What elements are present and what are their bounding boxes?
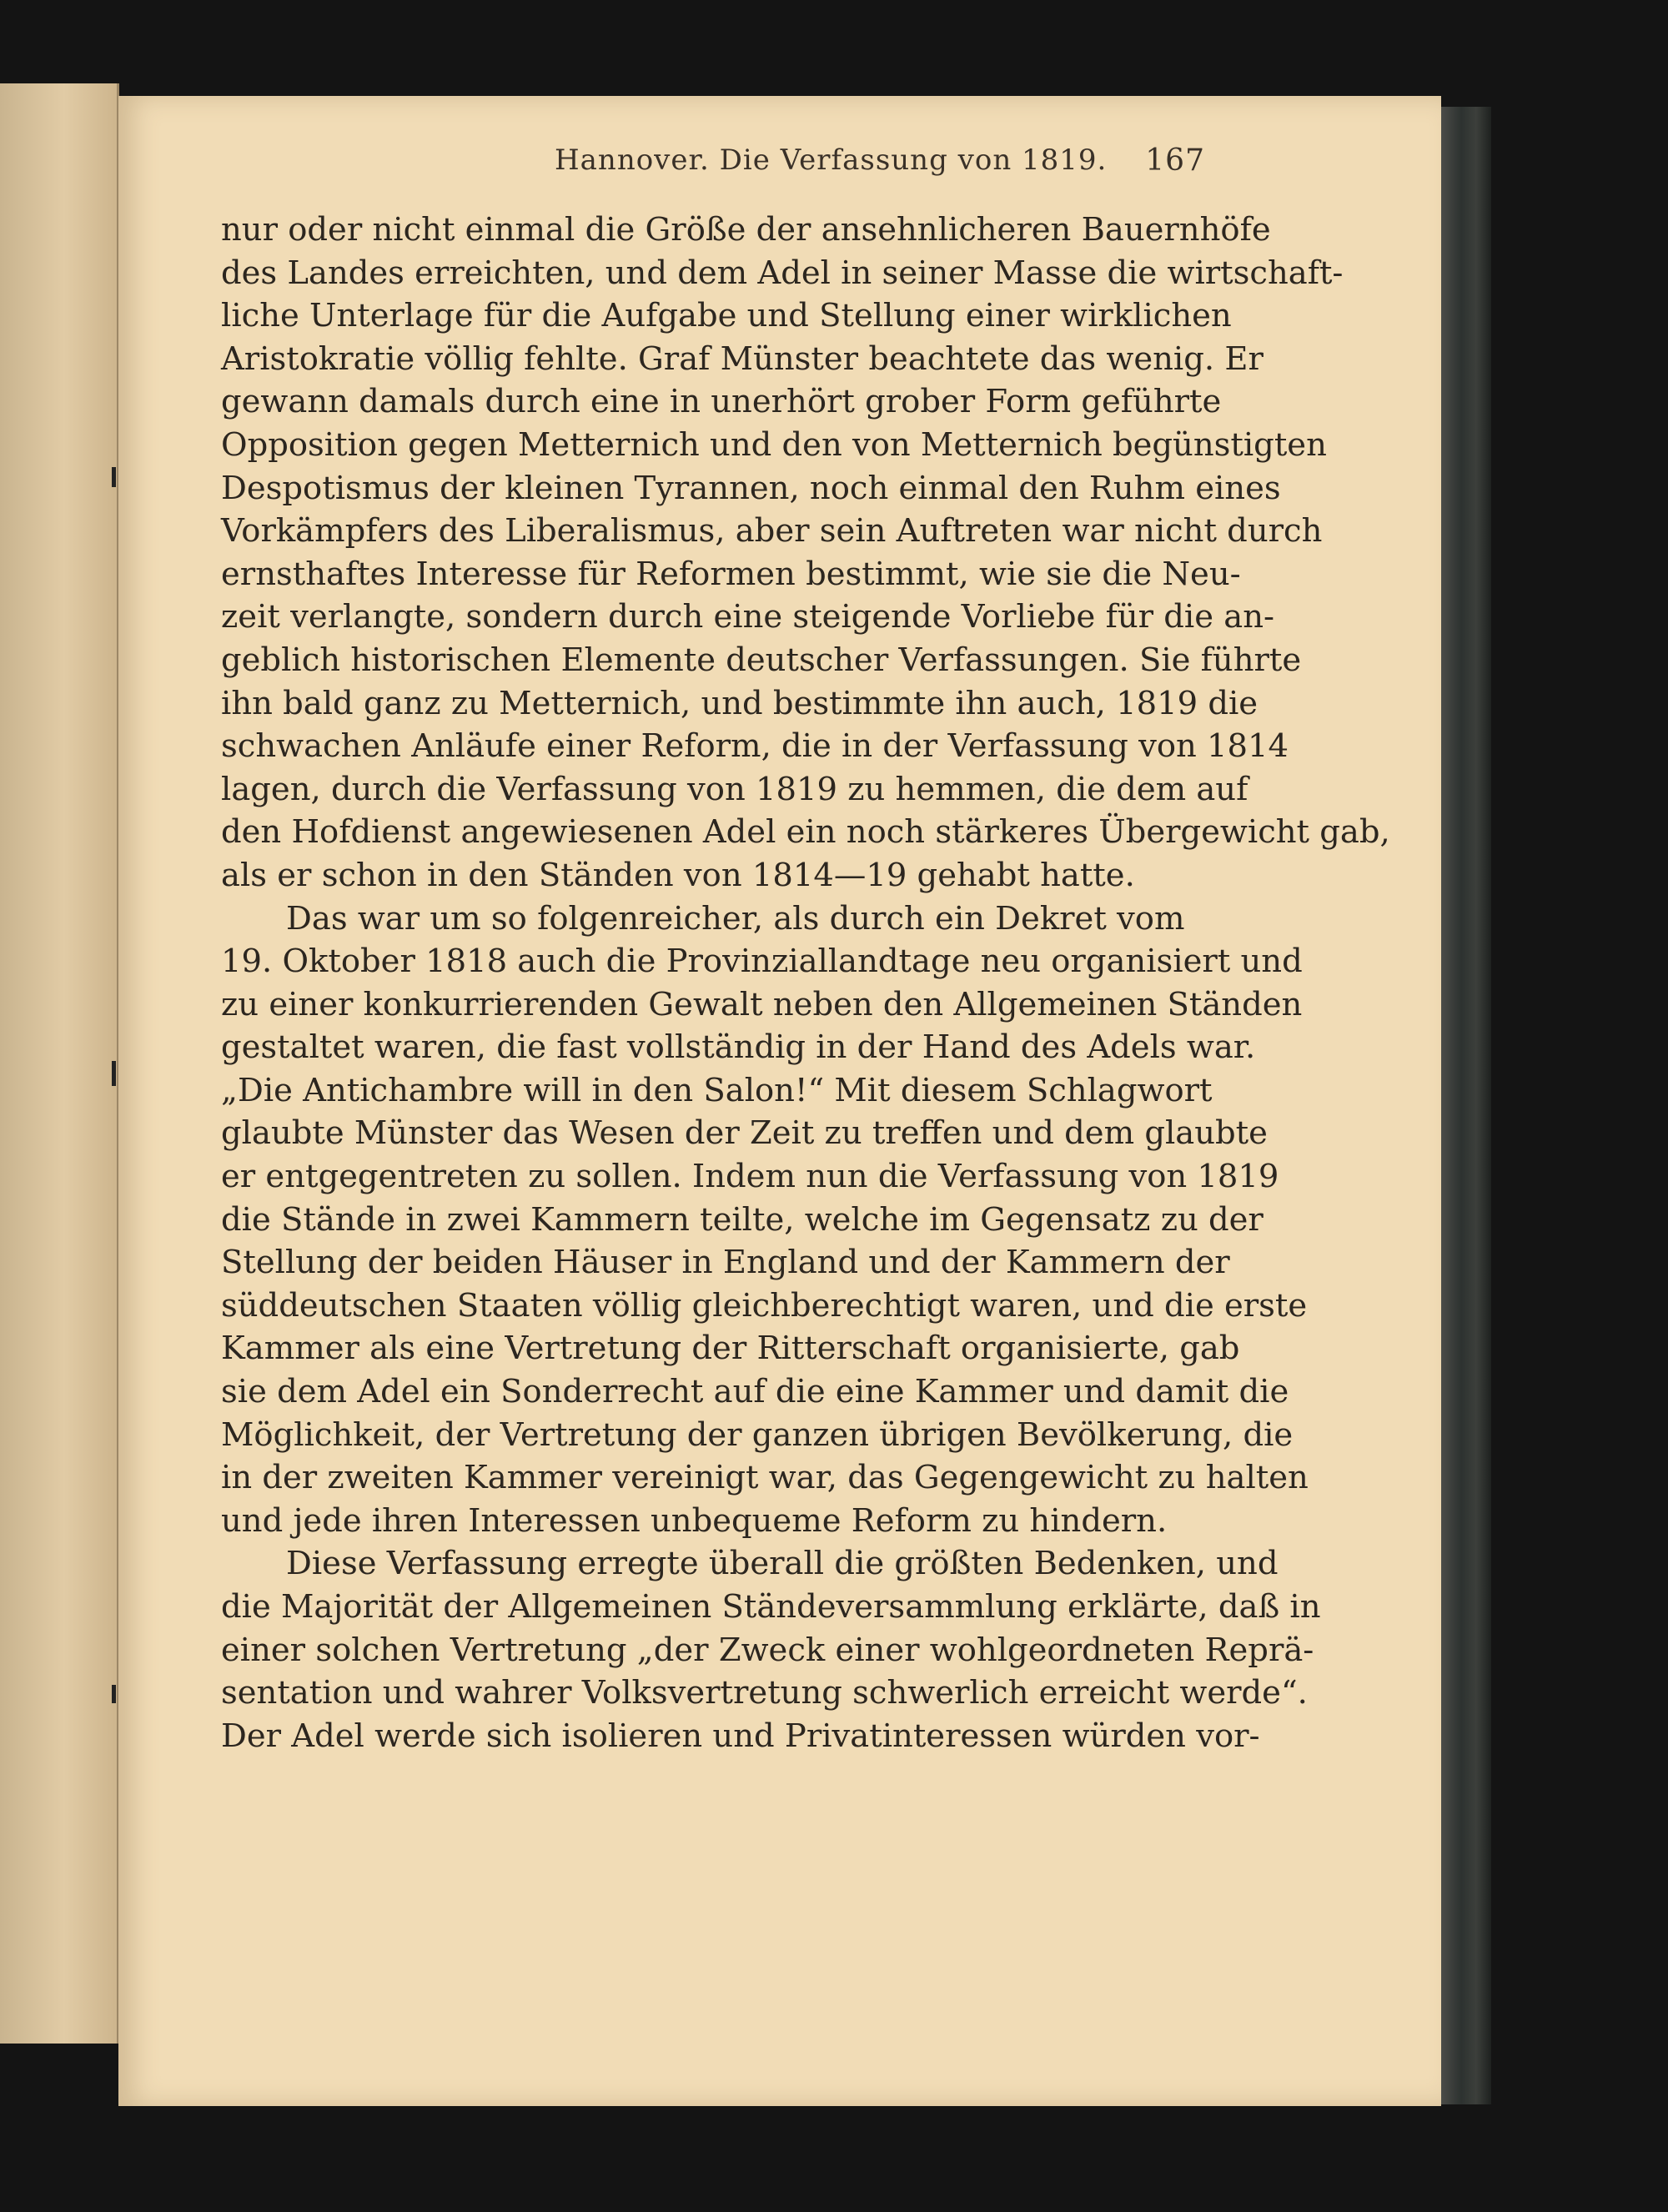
- text-line: des Landes erreichten, und dem Adel in seiner Masse die wirtschaft-: [221, 254, 1344, 292]
- text-line: schwachen Anläufe einer Reform, die in der Verfassung von 1814: [221, 727, 1289, 766]
- text-line: Möglichkeit, der Vertretung der ganzen übrigen Bevölkerung, die: [221, 1415, 1294, 1454]
- text-line: sie dem Adel ein Sonderrecht auf die eine Kammer und damit die: [221, 1373, 1289, 1411]
- text-line: Aristokratie völlig fehlte. Graf Münster beachtete das wenig. Er: [221, 339, 1264, 378]
- text-line: geblich historischen Elemente deutscher Verfassungen. Sie führte: [221, 641, 1302, 679]
- text-line: 19. Oktober 1818 auch die Provinziallandtage neu organisiert und: [221, 943, 1303, 981]
- page-mark: [112, 467, 116, 487]
- text-line: Kammer als eine Vertretung der Ritterschaft organisierte, gab: [221, 1330, 1240, 1368]
- page-mark: [112, 1685, 116, 1703]
- running-title: Hannover. Die Verfassung von 1819.: [555, 143, 1108, 177]
- text-line: lagen, durch die Verfassung von 1819 zu hemmen, die dem auf: [221, 770, 1248, 808]
- text-line: ernsthaftes Interesse für Reformen bestimmt, wie sie die Neu-: [221, 555, 1241, 593]
- text-line: Opposition gegen Metternich und den von Metternich begünstigten: [221, 425, 1327, 464]
- text-line: zu einer konkurrierenden Gewalt neben den Allgemeinen Ständen: [221, 985, 1303, 1023]
- text-line: „Die Antichambre will in den Salon!“ Mit diesem Schlagwort: [221, 1071, 1213, 1109]
- book-spine: [1441, 107, 1491, 2104]
- text-line: ihn bald ganz zu Metternich, und bestimmte ihn auch, 1819 die: [221, 684, 1259, 722]
- text-line: Diese Verfassung erregte überall die größten Bedenken, und: [286, 1545, 1279, 1583]
- text-line: Vorkämpfers des Liberalismus, aber sein Auftreten war nicht durch: [221, 512, 1323, 550]
- body-text: [221, 209, 1390, 1757]
- text-line: als er schon in den Ständen von 1814—19 gehabt hatte.: [221, 856, 1135, 894]
- text-line: den Hofdienst angewiesenen Adel ein noch stärkeres Übergewicht gab,: [221, 813, 1390, 852]
- text-line: sentation und wahrer Volksvertretung schwerlich erreicht werde“.: [221, 1674, 1308, 1712]
- text-line: nur oder nicht einmal die Größe der ansehnlicheren Bauernhöfe: [221, 211, 1271, 249]
- page-header: [229, 143, 1205, 194]
- text-line: zeit verlangte, sondern durch eine steigende Vorliebe für die an-: [221, 598, 1274, 636]
- text-line: Der Adel werde sich isolieren und Privatinteressen würden vor-: [221, 1717, 1260, 1755]
- page-mark: [112, 1061, 116, 1086]
- text-line: er entgegentreten zu sollen. Indem nun die Verfassung von 1819: [221, 1158, 1279, 1196]
- text-line: in der zweiten Kammer vereinigt war, das Gegengewicht zu halten: [221, 1459, 1309, 1497]
- text-line: gewann damals durch eine in unerhört grober Form geführte: [221, 383, 1222, 421]
- text-line: Das war um so folgenreicher, als durch ein Dekret vom: [286, 899, 1185, 938]
- text-line: die Majorität der Allgemeinen Ständeversammlung erklärte, daß in: [221, 1588, 1321, 1626]
- text-line: gestaltet waren, die fast vollständig in der Hand des Adels war.: [221, 1028, 1256, 1067]
- text-line: die Stände in zwei Kammern teilte, welche im Gegensatz zu der: [221, 1200, 1264, 1239]
- text-line: Despotismus der kleinen Tyrannen, noch einmal den Ruhm eines: [221, 469, 1281, 507]
- text-line: glaubte Münster das Wesen der Zeit zu treffen und dem glaubte: [221, 1114, 1268, 1153]
- text-line: und jede ihren Interessen unbequeme Reform zu hindern.: [221, 1501, 1168, 1540]
- text-line: Stellung der beiden Häuser in England und der Kammern der: [221, 1244, 1230, 1282]
- text-line: liche Unterlage für die Aufgabe und Stellung einer wirklichen: [221, 297, 1232, 335]
- left-page-edge: [0, 83, 119, 2044]
- text-line: süddeutschen Staaten völlig gleichberechtigt waren, und die erste: [221, 1286, 1308, 1325]
- text-line: einer solchen Vertretung „der Zweck einer wohlgeordneten Reprä-: [221, 1631, 1314, 1669]
- page-number: 167: [1145, 143, 1205, 178]
